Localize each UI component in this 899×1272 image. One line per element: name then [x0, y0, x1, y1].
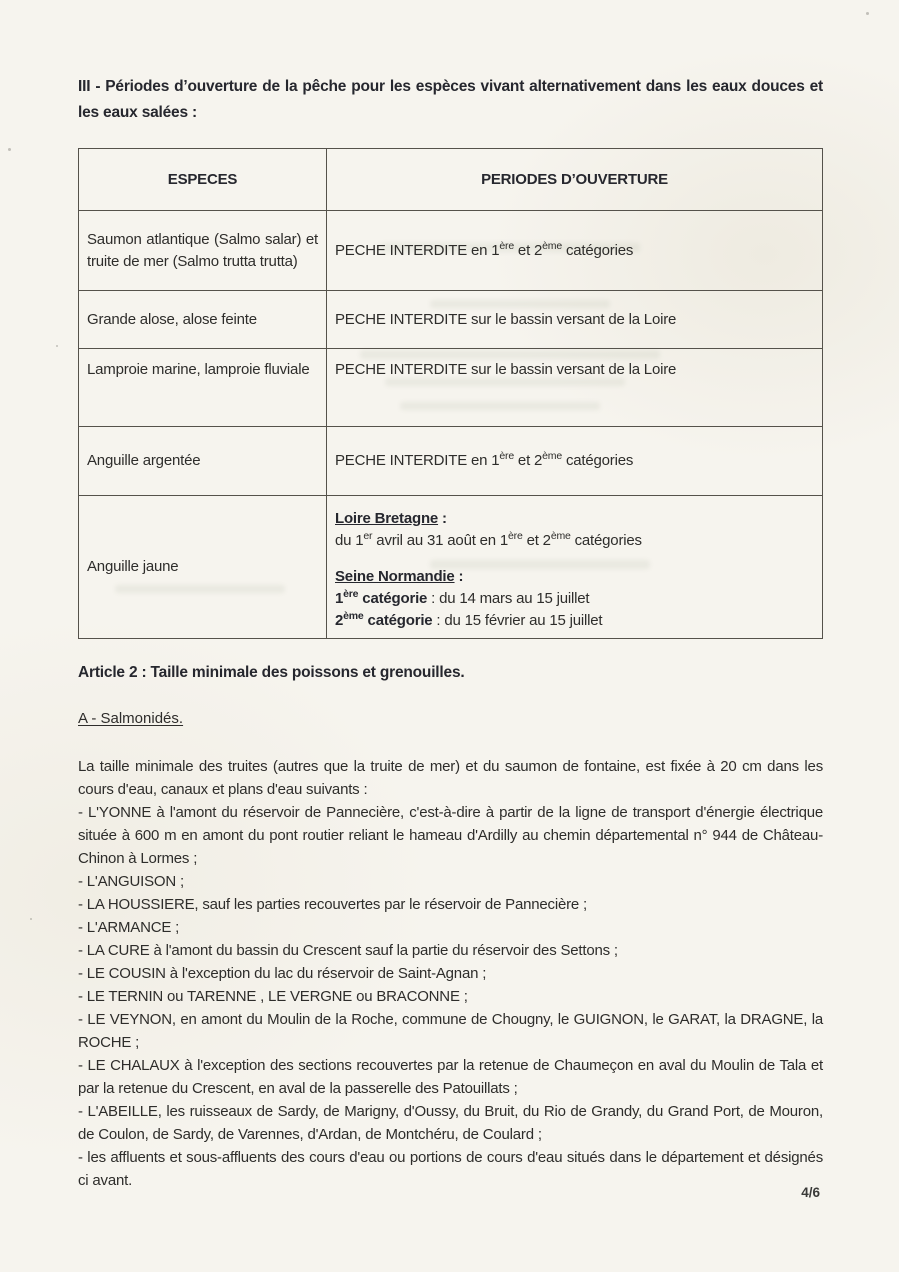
- period-line: Seine Normandie :: [335, 568, 464, 585]
- table-header-row: [79, 149, 823, 211]
- river-list-item: - LE CHALAUX à l'exception des sections recouvertes par la retenue de Chaumeçon en aval du Moulin de Tala et par la retenue du Crescent, en aval de la passerelle des Patouillats ;: [78, 1057, 823, 1097]
- column-header-especes: ESPECES: [79, 149, 327, 211]
- article-2-title: Article 2 : Taille minimale des poissons et grenouilles.: [78, 664, 465, 681]
- table-body: [79, 211, 823, 639]
- opening-periods-table: [78, 148, 823, 639]
- period-line: PECHE INTERDITE sur le bassin versant de la Loire: [335, 310, 677, 328]
- period-line: Loire Bretagne :: [335, 510, 447, 527]
- page-content: [78, 74, 823, 1192]
- period-line: du 1er avril au 31 août en 1ère et 2ème catégories: [335, 530, 642, 549]
- subsection-label: A - Salmonidés.: [78, 710, 184, 727]
- river-list-item: - LA CURE à l'amont du bassin du Crescent sauf la partie du réservoir des Settons ;: [78, 942, 618, 959]
- subsection-salmonides: [78, 707, 823, 731]
- table-row: [79, 427, 823, 496]
- river-list-item: - les affluents et sous-affluents des cours d'eau ou portions de cours d'eau situés dans le département et désignés ci avant.: [78, 1149, 823, 1189]
- period-line: 2ème catégorie : du 15 février au 15 juillet: [335, 610, 603, 629]
- periods-cell: [327, 211, 823, 291]
- species-cell: Grande alose, alose feinte: [79, 291, 327, 349]
- periods-cell: [327, 349, 823, 427]
- river-list-item: - L'YONNE à l'amont du réservoir de Pannecière, c'est-à-dire à partir de la ligne de transport d'énergie électrique située à 600 m en amont du pont routier reliant le hameau d'Ardilly au chemin départemental n° 944 de Château-Chinon à Lormes ;: [78, 804, 823, 867]
- scan-speck: [8, 148, 11, 151]
- table-row: [79, 349, 823, 427]
- table-row: [79, 496, 823, 639]
- period-line: 1ère catégorie : du 14 mars au 15 juillet: [335, 588, 590, 607]
- species-cell: Anguille argentée: [79, 427, 327, 496]
- section-heading: III - Périodes d’ouverture de la pêche pour les espèces vivant alternativement dans les eaux douces et les eaux salées :: [78, 78, 823, 121]
- river-list-item: - LE TERNIN ou TARENNE , LE VERGNE ou BRACONNE ;: [78, 988, 468, 1005]
- river-list-item: - L'ABEILLE, les ruisseaux de Sardy, de Marigny, d'Oussy, du Bruit, du Rio de Grandy, du Grand Port, de Mouron, de Coulon, de Sardy, de Varennes, d'Ardan, de Montchéru, de Coulard ;: [78, 1103, 823, 1143]
- scan-speck: [56, 345, 58, 347]
- periods-cell: [327, 427, 823, 496]
- blank-line: [335, 552, 814, 566]
- period-line: PECHE INTERDITE en 1ère et 2ème catégories: [335, 450, 634, 469]
- period-line: PECHE INTERDITE en 1ère et 2ème catégories: [335, 239, 634, 259]
- periods-cell: [327, 496, 823, 639]
- river-list-item: - LE COUSIN à l'exception du lac du réservoir de Saint-Agnan ;: [78, 965, 487, 982]
- scan-speck: [30, 918, 32, 920]
- river-list-item: - LE VEYNON, en amont du Moulin de la Roche, commune de Chougny, le GUIGNON, le GARAT, la DRAGNE, la ROCHE ;: [78, 1011, 823, 1051]
- table-row: [79, 291, 823, 349]
- periods-cell: [327, 291, 823, 349]
- species-cell: Lamproie marine, lamproie fluviale: [79, 349, 327, 427]
- column-header-periodes: PERIODES D’OUVERTURE: [327, 149, 823, 211]
- species-cell: Anguille jaune: [79, 496, 327, 639]
- species-cell: Saumon atlantique (Salmo salar) et truite de mer (Salmo trutta trutta): [79, 211, 327, 291]
- intro-paragraph: La taille minimale des truites (autres que la truite de mer) et du saumon de fontaine, est fixée à 20 cm dans les cours d'eau, canaux et plans d'eau suivants :: [78, 758, 823, 798]
- period-line: PECHE INTERDITE sur le bassin versant de la Loire: [335, 361, 677, 378]
- river-list-item: - LA HOUSSIERE, sauf les parties recouvertes par le réservoir de Pannecière ;: [78, 896, 587, 913]
- scan-speck: [866, 12, 869, 15]
- table-header: [79, 149, 823, 211]
- table-row: [79, 211, 823, 291]
- river-list-item: - L'ARMANCE ;: [78, 919, 180, 936]
- river-list: [78, 801, 823, 1192]
- page-number: 4/6: [801, 1185, 820, 1200]
- river-list-item: - L'ANGUISON ;: [78, 873, 184, 890]
